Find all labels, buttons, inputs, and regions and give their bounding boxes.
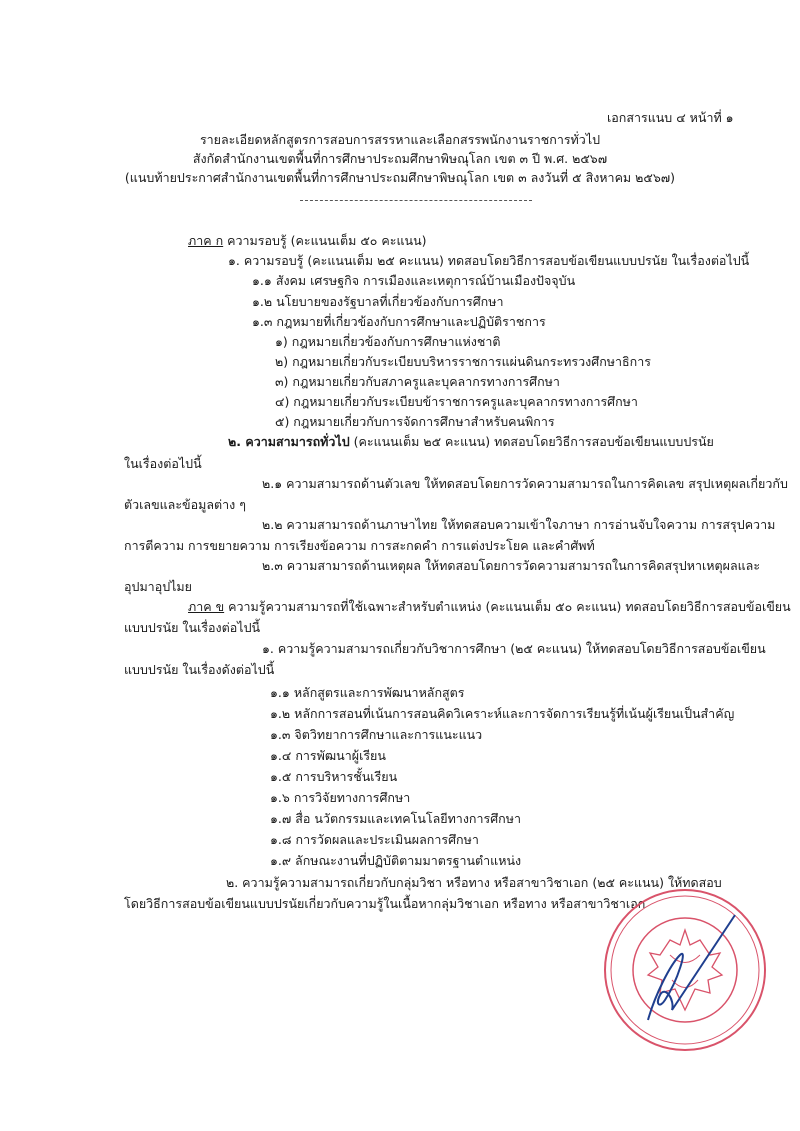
law-item: ๑) กฎหมายเกี่ยวข้องกับการศึกษาแห่งชาติ bbox=[275, 334, 501, 349]
doc-title-line3: (แนบท้ายประกาศสำนักงานเขตพื้นที่การศึกษาประถมศึกษาพิษณุโลก เขต ๓ ลงวันที่ ๕ สิงหาคม ๒๕๖๗) bbox=[124, 170, 676, 185]
part-b-title: ความรู้ความสามารถที่ใช้เฉพาะสำหรับตำแหน่ง (คะแนนเต็ม ๕๐ คะแนน) ทดสอบโดยวิธีการสอบข้อเขียน bbox=[224, 599, 791, 614]
list-item: ๑.๗ สื่อ นวัตกรรมและเทคโนโลยีทางการศึกษา bbox=[270, 811, 521, 826]
list-item: ๑.๓ กฎหมายที่เกี่ยวข้องกับการศึกษาและปฏิบัติราชการ bbox=[252, 314, 546, 329]
part-a-s2-heading bbox=[228, 433, 714, 451]
list-item: ๑.๒ หลักการสอนที่เน้นการสอนคิดวิเคราะห์และการจัดการเรียนรู้ที่เน้นผู้เรียนเป็นสำคัญ bbox=[270, 706, 735, 721]
law-item: ๔) กฎหมายเกี่ยวกับระเบียบข้าราชการครูและบุคลากรทางการศึกษา bbox=[275, 394, 638, 409]
law-item: ๒) กฎหมายเกี่ยวกับระเบียบบริหารราชการแผ่นดินกระทรวงศึกษาธิการ bbox=[275, 354, 651, 369]
part-b-s2-heading: ๒. ความรู้ความสามารถเกี่ยวกับกลุ่มวิชา หรือทาง หรือสาขาวิชาเอก (๒๕ คะแนน) ให้ทดสอบ bbox=[226, 875, 722, 890]
part-b-heading bbox=[188, 598, 791, 616]
part-a-heading bbox=[188, 232, 427, 250]
part-a-s2-heading-cont: ในเรื่องต่อไปนี้ bbox=[124, 456, 202, 471]
doc-reference: เอกสารแนบ ๔ หน้าที่ ๑ bbox=[607, 110, 734, 125]
part-a-title: ความรอบรู้ (คะแนนเต็ม ๕๐ คะแนน) bbox=[223, 233, 427, 248]
paragraph-line: การตีความ การขยายความ การเรียงข้อความ การสะกดคำ การแต่งประโยค และคำศัพท์ bbox=[124, 538, 595, 553]
law-item: ๓) กฎหมายเกี่ยวกับสภาครูและบุคลากรทางการศึกษา bbox=[275, 374, 560, 389]
paragraph-line: ๒.๑ ความสามารถด้านตัวเลข ให้ทดสอบโดยการวัดความสามารถในการคิดเลข สรุปเหตุผลเกี่ยวกับ bbox=[262, 476, 788, 491]
part-b-heading-cont: แบบปรนัย ในเรื่องต่อไปนี้ bbox=[124, 620, 261, 635]
list-item: ๑.๖ การวิจัยทางการศึกษา bbox=[270, 790, 411, 805]
paragraph-line: ๒.๓ ความสามารถด้านเหตุผล ให้ทดสอบโดยการวัดความสามารถในการคิดสรุปหาเหตุผลและ bbox=[262, 558, 761, 573]
list-item: ๑.๔ การพัฒนาผู้เรียน bbox=[270, 748, 386, 763]
paragraph-line: ๒.๒ ความสามารถด้านภาษาไทย ให้ทดสอบความเข้าใจภาษา การอ่านจับใจความ การสรุปความ bbox=[262, 517, 776, 532]
part-b-s2-heading-cont: โดยวิธีการสอบข้อเขียนแบบปรนัยเกี่ยวกับความรู้ในเนื้อหากลุ่มวิชาเอก หรือทาง หรือสาขาวิชาเอก bbox=[124, 896, 646, 911]
list-item: ๑.๓ จิตวิทยาการศึกษาและการแนะแนว bbox=[270, 727, 483, 742]
list-item: ๑.๑ หลักสูตรและการพัฒนาหลักสูตร bbox=[270, 685, 465, 700]
paragraph-line: ตัวเลขและข้อมูลต่าง ๆ bbox=[124, 497, 246, 512]
list-item: ๑.๕ การบริหารชั้นเรียน bbox=[270, 769, 398, 784]
list-item: ๑.๘ การวัดผลและประเมินผลการศึกษา bbox=[270, 832, 479, 847]
part-b-s1-heading-cont: แบบปรนัย ในเรื่องดังต่อไปนี้ bbox=[124, 662, 275, 677]
paragraph-line: อุปมาอุปไมย bbox=[124, 579, 192, 594]
doc-title-line2: สังกัดสำนักงานเขตพื้นที่การศึกษาประถมศึกษาพิษณุโลก เขต ๓ ปี พ.ศ. ๒๕๖๗ bbox=[192, 151, 608, 166]
list-item: ๑.๒ นโยบายของรัฐบาลที่เกี่ยวข้องกับการศึกษา bbox=[252, 294, 504, 309]
official-seal-icon bbox=[600, 885, 770, 1055]
s2-heading-rest: (คะแนนเต็ม ๒๕ คะแนน) ทดสอบโดยวิธีการสอบข้อเขียนแบบปรนัย bbox=[349, 434, 714, 449]
part-a-label: ภาค ก bbox=[188, 233, 224, 248]
doc-title-line1: รายละเอียดหลักสูตรการสอบการสรรหาและเลือกสรรพนักงานราชการทั่วไป bbox=[199, 132, 601, 147]
part-b-label: ภาค ข bbox=[188, 599, 225, 614]
part-a-s1-heading: ๑. ความรอบรู้ (คะแนนเต็ม ๒๕ คะแนน) ทดสอบโดยวิธีการสอบข้อเขียนแบบปรนัย ในเรื่องต่อไปนี้ bbox=[228, 253, 750, 268]
list-item: ๑.๑ สังคม เศรษฐกิจ การเมืองและเหตุการณ์บ้านเมืองปัจจุบัน bbox=[252, 273, 576, 288]
law-item: ๕) กฎหมายเกี่ยวกับการจัดการศึกษาสำหรับคนพิการ bbox=[275, 414, 555, 429]
part-b-s1-heading: ๑. ความรู้ความสามารถเกี่ยวกับวิชาการศึกษา (๒๕ คะแนน) ให้ทดสอบโดยวิธีการสอบข้อเขียน bbox=[262, 641, 766, 656]
list-item: ๑.๙ ลักษณะงานที่ปฏิบัติตามมาตรฐานตำแหน่ง bbox=[270, 853, 522, 868]
s2-heading-bold: ๒. ความสามารถทั่วไป bbox=[228, 434, 350, 449]
title-divider bbox=[300, 200, 532, 201]
